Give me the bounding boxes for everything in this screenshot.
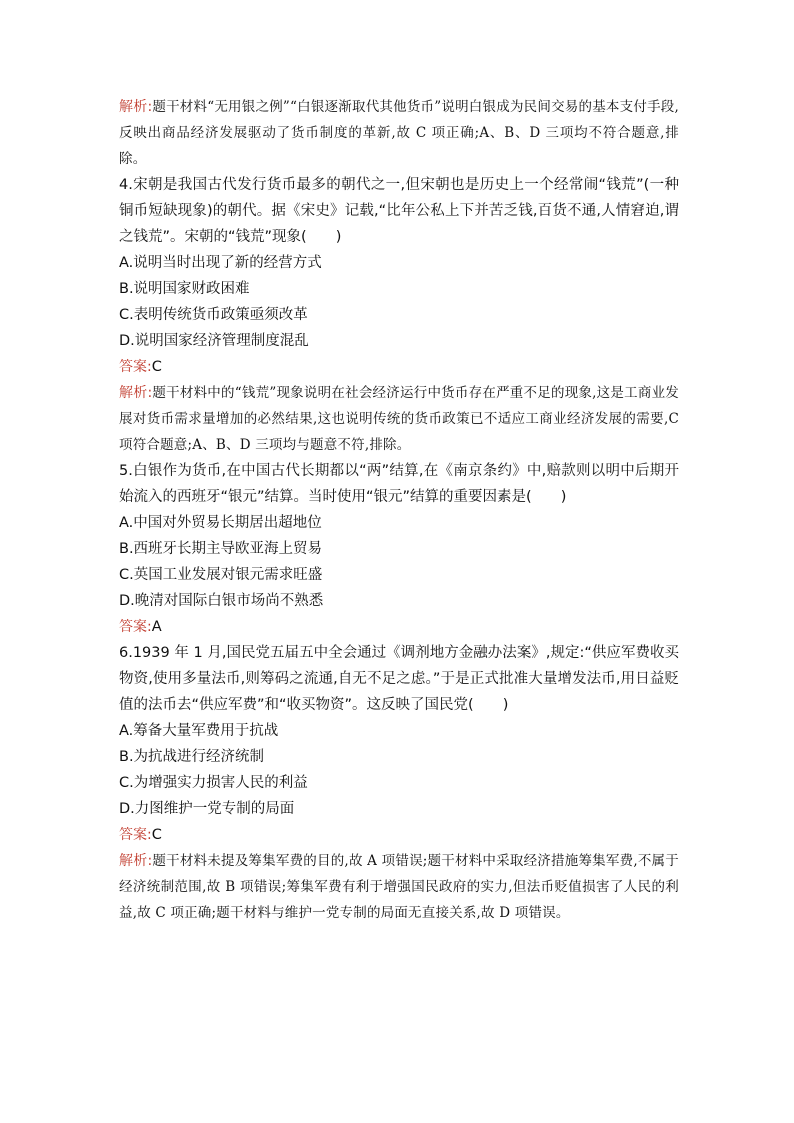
answer-label: 答案 xyxy=(119,619,147,635)
question-6-stem: 6.1939 年 1 月,国民党五届五中全会通过《调剂地方金融办法案》,规定:“供应军费收买物资,使用多量法币,则筹码之流通,自无不足之虑。”于是正式批准大量增发法币,用日益贬值的法币去“供应军费”和“收买物资”。这反映了国民党( ) xyxy=(119,645,679,713)
question-4-option-d: D.说明国家经济管理制度混乱 xyxy=(119,333,309,349)
document-page xyxy=(119,94,679,926)
question-6-analysis: 解析:题干材料未提及筹集军费的目的,故 A 项错误;题干材料中采取经济措施筹集军费,不属于经济统制范围,故 B 项错误;筹集军费有利于增强国民政府的实力,但法币贬值损害了人民的利益,故 C 项正确;题干材料与维护一党专制的局面无直接关系,故 D 项错误。 xyxy=(119,853,679,921)
question-5-stem: 5.白银作为货币,在中国古代长期都以“两”结算,在《南京条约》中,赔款则以明中后期开始流入的西班牙“银元”结算。当时使用“银元”结算的重要因素是( ) xyxy=(119,463,679,505)
question-4-option-b: B.说明国家财政困难 xyxy=(119,281,250,297)
analysis-block-3: 解析:题干材料“无用银之例”“白银逐渐取代其他货币”说明白银成为民间交易的基本支付手段,反映出商品经济发展驱动了货币制度的革新,故 C 项正确;A、B、D 三项均不符合题意,排除。 xyxy=(119,99,679,167)
answer-label: 答案 xyxy=(119,827,147,843)
analysis-label: 解析 xyxy=(119,99,148,115)
question-4-analysis: 解析:题干材料中的“钱荒”现象说明在社会经济运行中货币存在严重不足的现象,这是工商业发展对货币需求量增加的必然结果,这也说明传统的货币政策已不适应工商业经济发展的需要,C 项符合题意;A、B、D 三项均与题意不符,排除。 xyxy=(119,385,679,453)
answer-value: C xyxy=(151,827,162,843)
answer-value: A xyxy=(151,619,162,635)
analysis-label: 解析 xyxy=(119,853,148,869)
question-4-option-a: A.说明当时出现了新的经营方式 xyxy=(119,255,322,271)
analysis-text: 题干材料中的“钱荒”现象说明在社会经济运行中货币存在严重不足的现象,这是工商业发展对货币需求量增加的必然结果,这也说明传统的货币政策已不适应工商业经济发展的需要,C 项符合题意;A、B、D 三项均与题意不符,排除。 xyxy=(119,385,679,453)
analysis-label: 解析 xyxy=(119,385,148,401)
question-4-option-c: C.表明传统货币政策亟须改革 xyxy=(119,307,308,323)
question-6-option-a: A.筹备大量军费用于抗战 xyxy=(119,723,279,739)
question-4-answer: 答案:C xyxy=(119,359,162,375)
question-5-option-a: A.中国对外贸易长期居出超地位 xyxy=(119,515,322,531)
analysis-text: 题干材料“无用银之例”“白银逐渐取代其他货币”说明白银成为民间交易的基本支付手段,反映出商品经济发展驱动了货币制度的革新,故 C 项正确;A、B、D 三项均不符合题意,排除。 xyxy=(119,99,679,167)
question-5-answer: 答案:A xyxy=(119,619,162,635)
question-6-option-c: C.为增强实力损害人民的利益 xyxy=(119,775,308,791)
question-4-stem: 4.宋朝是我国古代发行货币最多的朝代之一,但宋朝也是历史上一个经常闹“钱荒”(一种铜币短缺现象)的朝代。据《宋史》记载,“比年公私上下并苦乏钱,百货不通,人情窘迫,谓之钱荒”。宋朝的“钱荒”现象( ) xyxy=(119,177,679,245)
answer-label: 答案 xyxy=(119,359,147,375)
question-5-option-b: B.西班牙长期主导欧亚海上贸易 xyxy=(119,541,323,557)
analysis-text: 题干材料未提及筹集军费的目的,故 A 项错误;题干材料中采取经济措施筹集军费,不属于经济统制范围,故 B 项错误;筹集军费有利于增强国民政府的实力,但法币贬值损害了人民的利益,故 C 项正确;题干材料与维护一党专制的局面无直接关系,故 D 项错误。 xyxy=(119,853,679,921)
question-6-option-b: B.为抗战进行经济统制 xyxy=(119,749,265,765)
question-5-option-d: D.晚清对国际白银市场尚不熟悉 xyxy=(119,593,324,609)
question-6-option-d: D.力图维护一党专制的局面 xyxy=(119,801,295,817)
answer-value: C xyxy=(151,359,162,375)
question-5-option-c: C.英国工业发展对银元需求旺盛 xyxy=(119,567,323,583)
question-6-answer: 答案:C xyxy=(119,827,162,843)
